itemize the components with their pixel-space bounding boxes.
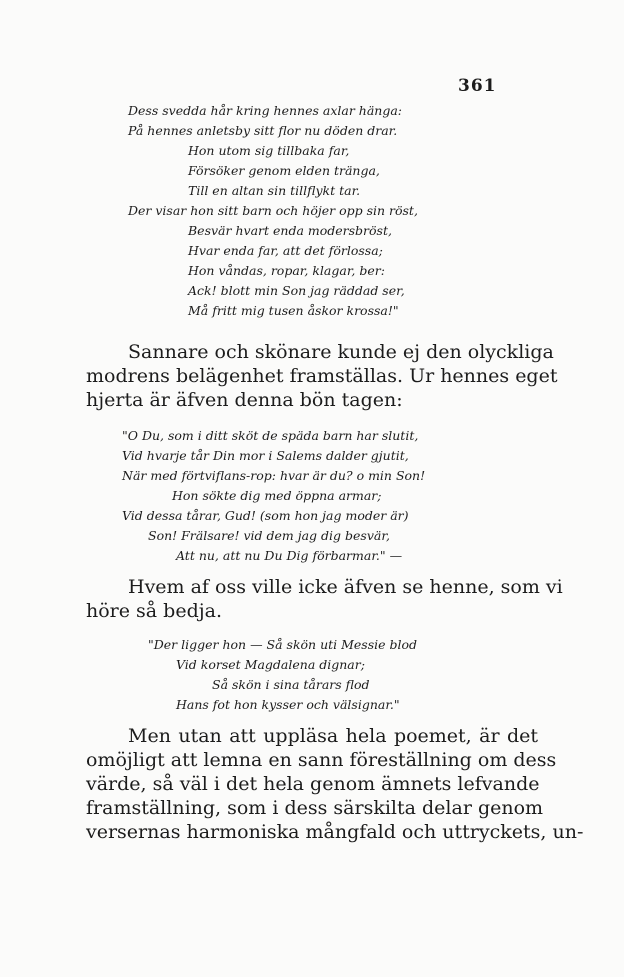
prose-line: Hvem af oss ville icke äfven se henne, som vi [128,576,563,598]
verse-line: När med förtviflans-rop: hvar är du? o min Son! [122,468,426,483]
verse-line: Besvär hvart enda modersbröst, [188,223,392,238]
verse-line: "O Du, som i ditt sköt de späda barn har slutit, [122,428,419,443]
verse-line: Må fritt mig tusen åskor krossa!" [188,303,399,318]
verse-line: Vid hvarje tår Din mor i Salems dalder gjutit, [122,448,409,463]
verse-line: Dess svedda hår kring hennes axlar hänga: [128,103,403,118]
prose-line: Men utan att uppläsa hela poemet, är det [128,725,538,747]
verse-line: Till en altan sin tillflykt tar. [188,183,361,198]
verse-line: Hon våndas, ropar, klagar, ber: [188,263,385,278]
verse-line: Så skön i sina tårars flod [212,677,370,692]
verse-line: "Der ligger hon — Så skön uti Messie blod [148,637,418,652]
verse-line: Ack! blott min Son jag räddad ser, [188,283,405,298]
prose-line: omöjligt att lemna en sann föreställning om dess [86,749,557,771]
verse-line: Hon utom sig tillbaka far, [188,143,350,158]
prose-line: höre så bedja. [86,600,222,622]
verse-line: Att nu, att nu Du Dig förbarmar." — [176,548,403,563]
prose-line: värde, så väl i det hela genom ämnets lefvande [86,773,540,795]
verse-line: Hvar enda far, att det förlossa; [188,243,383,258]
prose-line: modrens belägenhet framställas. Ur hennes eget [86,365,558,387]
verse-line: Hans fot hon kysser och välsignar." [176,697,400,712]
prose-line: framställning, som i dess särskilta delar genom [86,797,544,819]
prose-line: hjerta är äfven denna bön tagen: [86,389,403,411]
prose-line: Sannare och skönare kunde ej den olyckliga [128,341,554,363]
verse-line: På hennes anletsby sitt flor nu döden drar. [128,123,398,138]
verse-line: Hon sökte dig med öppna armar; [172,488,382,503]
verse-line: Der visar hon sitt barn och höjer opp sin röst, [128,203,418,218]
verse-line: Försöker genom elden tränga, [188,163,380,178]
verse-line: Vid korset Magdalena dignar; [176,657,365,672]
verse-line: Vid dessa tårar, Gud! (som hon jag moder är) [122,508,409,523]
verse-line: Son! Frälsare! vid dem jag dig besvär, [148,528,390,543]
prose-line: versernas harmoniska mångfald och uttryckets, un- [86,821,584,843]
page-number: 361 [458,76,497,96]
